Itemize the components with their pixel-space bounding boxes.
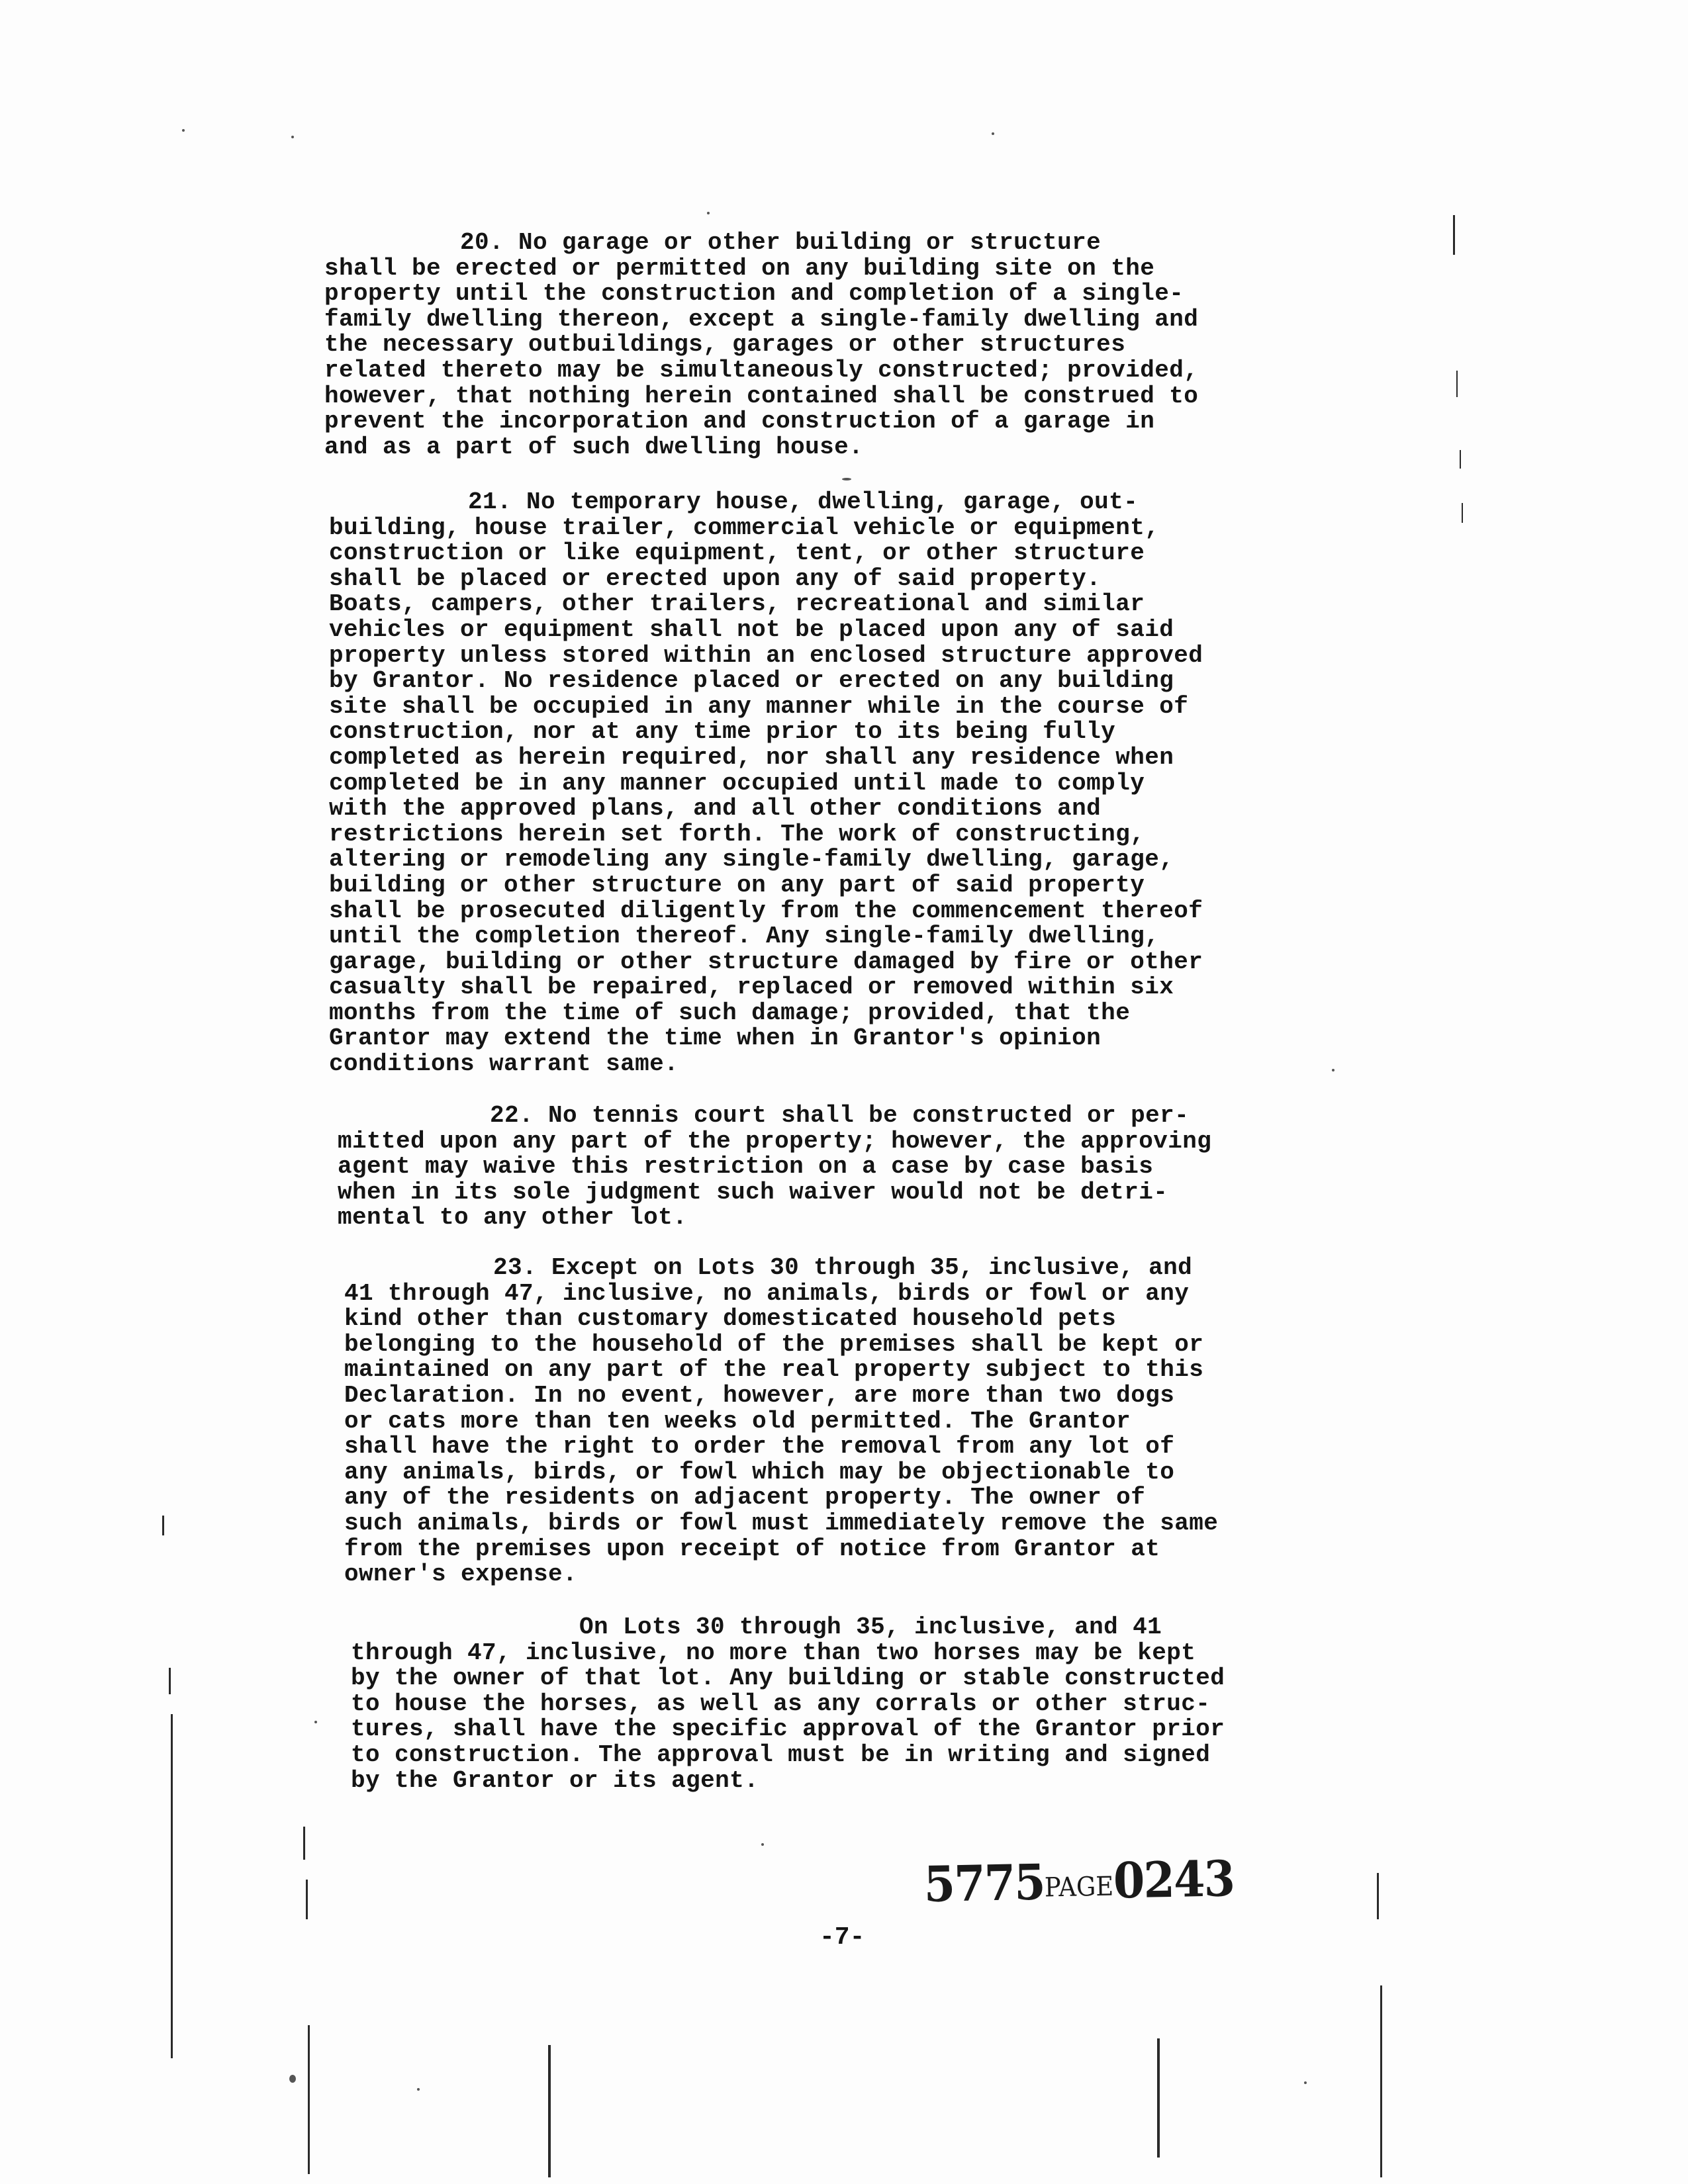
paragraph-line: until the completion thereof. Any single-family dwelling, bbox=[329, 923, 1160, 950]
scan-mark bbox=[162, 1516, 164, 1535]
paragraph-line: by Grantor. No residence placed or erected on any building bbox=[329, 667, 1174, 695]
paragraph-line: from the premises upon receipt of notice from Grantor at bbox=[344, 1535, 1160, 1563]
stamp-page-label: PAGE bbox=[1044, 1871, 1114, 1903]
paragraph-line: through 47, inclusive, no more than two horses may be kept bbox=[351, 1639, 1196, 1666]
scan-mark bbox=[1456, 371, 1458, 397]
paragraph-line: 22. No tennis court shall be constructed or per- bbox=[490, 1102, 1190, 1129]
scan-mark bbox=[1460, 450, 1461, 469]
scan-speck bbox=[182, 129, 185, 132]
paragraph-line: maintained on any part of the real property subject to this bbox=[344, 1356, 1204, 1384]
paragraph-line: by the owner of that lot. Any building or stable constructed bbox=[351, 1664, 1225, 1692]
paragraph-line: completed as herein required, nor shall any residence when bbox=[329, 743, 1174, 771]
paragraph-line: property until the construction and completion of a single- bbox=[324, 280, 1184, 308]
paragraph-line: kind other than customary domesticated household pets bbox=[344, 1305, 1117, 1333]
paragraph-line: building, house trailer, commercial vehicle or equipment, bbox=[329, 514, 1160, 541]
paragraph-line: with the approved plans, and all other conditions and bbox=[329, 795, 1102, 823]
paragraph-line: when in its sole judgment such waiver would not be detri- bbox=[338, 1178, 1168, 1206]
paragraph-line: conditions warrant same. bbox=[329, 1050, 679, 1078]
scan-mark bbox=[1380, 1985, 1382, 2177]
paragraph-line: 21. No temporary house, dwelling, garage, out- bbox=[468, 488, 1139, 516]
scan-mark bbox=[169, 1668, 171, 1694]
paragraph-line: 20. No garage or other building or structure bbox=[460, 229, 1102, 256]
paragraph-line: construction or like equipment, tent, or other structure bbox=[329, 539, 1145, 567]
paragraph-line: mental to any other lot. bbox=[338, 1204, 688, 1232]
paragraph-line: shall be erected or permitted on any building site on the bbox=[324, 254, 1155, 282]
paragraph-line: property unless stored within an enclosed structure approved bbox=[329, 641, 1203, 669]
paragraph-line: any animals, birds, or fowl which may be objectionable to bbox=[344, 1458, 1175, 1486]
scan-speck bbox=[707, 212, 710, 214]
scan-mark bbox=[1157, 2038, 1160, 2158]
paragraph-line: belonging to the household of the premises shall be kept or bbox=[344, 1330, 1204, 1358]
paragraph-line: months from the time of such damage; provided, that the bbox=[329, 999, 1131, 1026]
paragraph-line: 23. Except on Lots 30 through 35, inclusive, and bbox=[493, 1254, 1193, 1281]
scan-speck bbox=[291, 136, 294, 138]
scan-mark bbox=[303, 1827, 305, 1860]
paragraph-line: mitted upon any part of the property; however, the approving bbox=[338, 1127, 1212, 1155]
paragraph-line: shall have the right to order the removal from any lot of bbox=[344, 1433, 1175, 1461]
paragraph-line: shall be prosecuted diligently from the commencement thereof bbox=[329, 897, 1203, 925]
paragraph-line: altering or remodeling any single-family dwelling, garage, bbox=[329, 846, 1174, 874]
paragraph-line: such animals, birds or fowl must immediately remove the same bbox=[344, 1509, 1219, 1537]
paragraph-line: Boats, campers, other trailers, recreational and similar bbox=[329, 590, 1145, 618]
paragraph-line: to house the horses, as well as any corrals or other struc- bbox=[351, 1690, 1211, 1717]
scan-mark bbox=[548, 2045, 551, 2177]
paragraph-line: casualty shall be repaired, replaced or removed within six bbox=[329, 974, 1174, 1001]
paragraph-line: garage, building or other structure damaged by fire or other bbox=[329, 948, 1203, 976]
stamp-page-number: 0243 bbox=[1113, 1850, 1235, 1910]
paragraph-line: however, that nothing herein contained shall be construed to bbox=[324, 382, 1199, 410]
paragraph-line: to construction. The approval must be in writing and signed bbox=[351, 1741, 1211, 1768]
paragraph-line: On Lots 30 through 35, inclusive, and 41 bbox=[579, 1614, 1162, 1641]
scan-mark bbox=[1462, 503, 1463, 523]
scan-mark bbox=[308, 2025, 310, 2174]
paragraph-line: Grantor may extend the time when in Grantor's opinion bbox=[329, 1024, 1102, 1052]
scan-speck bbox=[842, 478, 851, 480]
scan-mark bbox=[171, 1714, 173, 2058]
scan-mark bbox=[1453, 215, 1455, 255]
scan-speck bbox=[1332, 1069, 1335, 1071]
paragraph-line: prevent the incorporation and construction of a garage in bbox=[324, 408, 1155, 435]
paragraph-line: or cats more than ten weeks old permitted. The Grantor bbox=[344, 1407, 1131, 1435]
scan-speck bbox=[417, 2088, 420, 2091]
paragraph-line: shall be placed or erected upon any of said property. bbox=[329, 565, 1102, 592]
paragraph-line: owner's expense. bbox=[344, 1561, 578, 1588]
paragraph-line: and as a part of such dwelling house. bbox=[324, 433, 864, 461]
scan-mark bbox=[306, 1880, 308, 1919]
scan-speck bbox=[1304, 2081, 1307, 2084]
paragraph-line: any of the residents on adjacent property. The owner of bbox=[344, 1484, 1146, 1512]
scan-speck bbox=[289, 2075, 296, 2083]
scan-speck bbox=[314, 1721, 317, 1723]
paragraph-22 bbox=[338, 1103, 1211, 1231]
paragraph-line: tures, shall have the specific approval of the Grantor prior bbox=[351, 1715, 1225, 1743]
paragraph-line: 41 through 47, inclusive, no animals, birds or fowl or any bbox=[344, 1279, 1190, 1307]
paragraph-line: completed be in any manner occupied until made to comply bbox=[329, 769, 1145, 797]
paragraph-line: site shall be occupied in any manner while in the course of bbox=[329, 692, 1189, 720]
paragraph-line: restrictions herein set forth. The work of constructing, bbox=[329, 820, 1145, 848]
paragraph-line: construction, nor at any time prior to its being fully bbox=[329, 718, 1116, 746]
page-number: -7- bbox=[820, 1923, 865, 1952]
stamp-book-number: 5775 bbox=[923, 1854, 1045, 1913]
paragraph-line: building or other structure on any part of said property bbox=[329, 871, 1145, 899]
paragraph-line: family dwelling thereon, except a single-family dwelling and bbox=[324, 305, 1199, 333]
paragraph-line: vehicles or equipment shall not be placed upon any of said bbox=[329, 615, 1174, 643]
paragraph-line: by the Grantor or its agent. bbox=[351, 1766, 759, 1794]
paragraph-20 bbox=[324, 230, 1198, 460]
paragraph-21 bbox=[329, 490, 1203, 1077]
paragraph-line: the necessary outbuildings, garages or other structures bbox=[324, 331, 1126, 359]
scan-speck bbox=[761, 1843, 764, 1846]
paragraph-line: related thereto may be simultaneously constructed; provided, bbox=[324, 356, 1199, 384]
paragraph-line: Declaration. In no event, however, are more than two dogs bbox=[344, 1381, 1175, 1409]
scan-speck bbox=[992, 132, 994, 135]
recording-stamp bbox=[923, 1850, 1235, 1913]
scan-mark bbox=[1377, 1873, 1379, 1919]
paragraph-23 bbox=[344, 1255, 1218, 1588]
paragraph-23-horses bbox=[351, 1615, 1225, 1794]
paragraph-line: agent may waive this restriction on a case by case basis bbox=[338, 1153, 1154, 1181]
